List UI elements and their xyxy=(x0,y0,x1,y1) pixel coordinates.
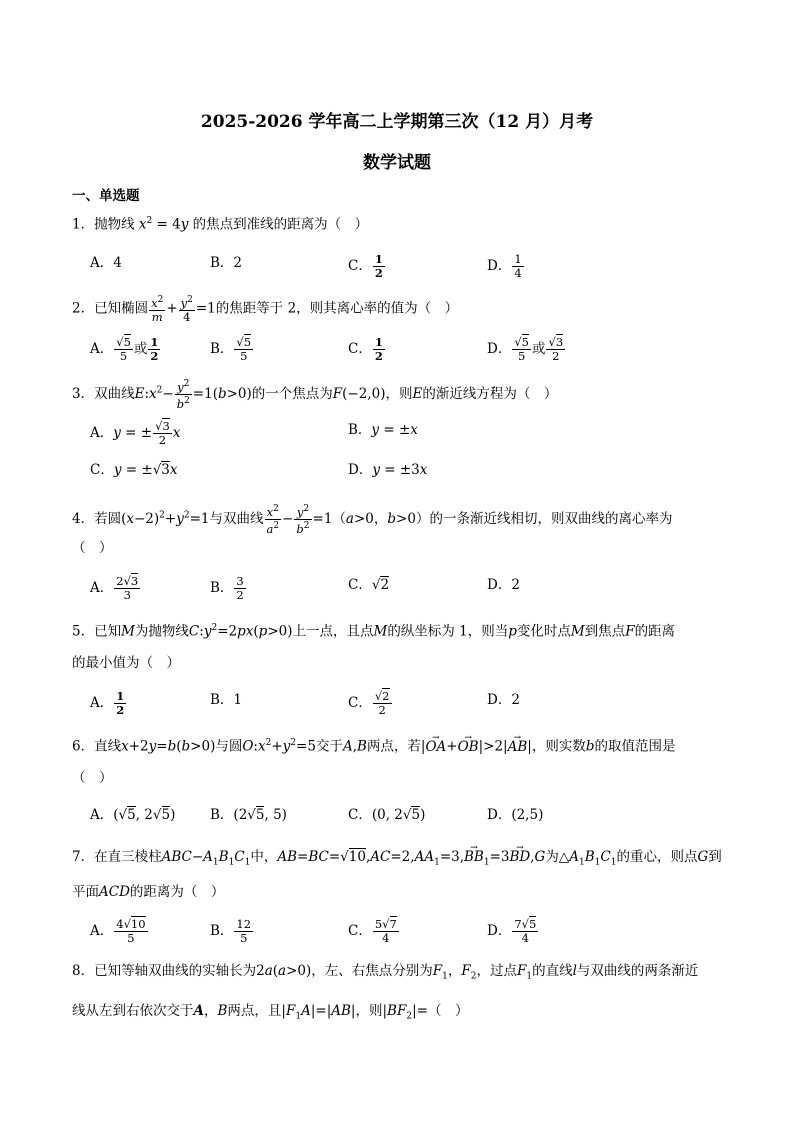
q2-option-a: A． $\frac{√5}{5}$ 或 $\frac{1}{2}$ xyxy=(90,335,159,363)
question-2: 2．已知椭圆 $\frac{x^2}{m}$ + $\frac{y^2}{4}$ =1的焦距等于 2，则其离心率的值为（ ） xyxy=(72,295,459,324)
question-5: 5．已知M为抛物线$C:y^2=2px(p>0)$上一点，且点M的纵坐标为 1，则当p变化时点M到焦点F的距离 xyxy=(72,623,676,640)
q3-option-d: D．y = ±3x xyxy=(348,462,428,478)
q7-option-b: B． $\frac{12}{5}$ xyxy=(210,917,252,945)
exam-title: 2025-2026 学年高二上学期第三次（12 月）月考 xyxy=(200,112,594,132)
question-8-cont: 线从左到右依次交于A，B两点，且$|F_1A|=|AB|$，则$|BF_2|=$（ ） xyxy=(72,1003,469,1022)
question-3: 3．双曲线$E:x^2-$ $\frac{y^2}{b^2}$ =1(b>0)的一个焦点为F(−2,0)，则E的渐近线方程为（ ） xyxy=(72,379,558,411)
q1-option-b: B．2 xyxy=(210,255,243,271)
question-7-cont: 平面ACD的距离为（ ） xyxy=(72,884,225,900)
question-8: 8．已知等轴双曲线的实轴长为2a(a>0)，左、右焦点分别为$F_1$，$F_2$，过点$F_1$的直线l与双曲线的两条渐近 xyxy=(72,963,699,982)
q1-option-a: A．4 xyxy=(90,255,122,271)
q1-option-d: D． $\frac{1}{4}$ xyxy=(487,252,522,280)
q4-option-d: D．2 xyxy=(487,577,520,593)
q4-option-b: B． $\frac{3}{2}$ xyxy=(210,574,244,602)
q6-option-b: B．(2√5, 5) xyxy=(210,807,287,823)
question-6-cont: （ ） xyxy=(72,770,113,786)
q3-option-a: A．y = ± $\frac{√3}{2}$ x xyxy=(90,419,181,447)
q2-option-b: B． $\frac{√5}{5}$ xyxy=(210,335,252,363)
q1-option-c: C． $\frac{1}{2}$ xyxy=(348,252,383,280)
question-5-cont: 的最小值为（ ） xyxy=(72,655,180,671)
question-1: 1．抛物线 $x^2 = 4y$ 的焦点到准线的距离为（ ） xyxy=(72,216,369,233)
q6-option-d: D．(2,5) xyxy=(487,807,544,823)
question-4: 4．若圆$(x-2)^2+y^2=1$与双曲线 $\frac{x^2}{a^2}$ − $\frac{y^2}{b^2}$ =1（a>0，b>0）的一条渐近线相切，则双曲线的离心率为 xyxy=(72,504,673,536)
question-6: 6．直线x+2y=b(b>0)与圆$O:x^2+y^2=5$交于A,B两点，若|→ OA+→ OB|>2|→ AB|，则实数b的取值范围是 xyxy=(72,733,732,757)
question-4-cont: （ ） xyxy=(72,540,113,556)
q6-option-a: A．(√5, 2√5) xyxy=(90,807,176,823)
exam-subject: 数学试题 xyxy=(363,153,431,173)
question-7: 7．在直三棱柱$ABC-A_1B_1C_1$中，$AB=BC=√10,AC=2,AA_1=3,\to BB_1=3\to BD,G$为$\triangle A_1B_1C_1$的重心，则点G到 xyxy=(72,847,732,873)
q7-option-c: C． $\frac{5√7}{4}$ xyxy=(348,917,397,945)
q5-option-d: D．2 xyxy=(487,692,520,708)
section-heading: 一、单选题 xyxy=(72,188,140,204)
q3-option-b: B．y = ±x xyxy=(348,422,418,438)
q5-option-b: B．1 xyxy=(210,692,243,708)
q2-option-d: D． $\frac{√5}{5}$ 或 $\frac{√3}{2}$ xyxy=(487,335,564,363)
q6-option-c: C．(0, 2√5) xyxy=(348,807,426,823)
q5-option-c: C． $\frac{√2}{2}$ xyxy=(348,689,390,717)
q7-option-a: A． $\frac{4√10}{5}$ xyxy=(90,917,146,945)
q7-option-d: D． $\frac{7√5}{4}$ xyxy=(487,917,537,945)
q4-option-a: A． $\frac{2√3}{3}$ xyxy=(90,574,139,602)
q5-option-a: A． $\frac{1}{2}$ xyxy=(90,689,125,717)
q3-option-c: C．y = ±√3x xyxy=(90,462,178,478)
q2-option-c: C． $\frac{1}{2}$ xyxy=(348,335,383,363)
q4-option-c: C．√2 xyxy=(348,577,390,593)
